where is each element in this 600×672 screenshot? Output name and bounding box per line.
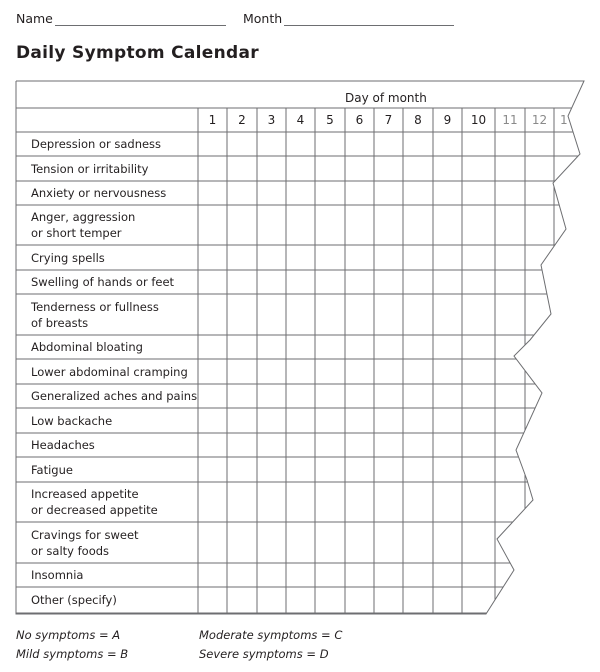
symptom-cell[interactable] bbox=[286, 359, 315, 384]
legend-d: Severe symptoms = D bbox=[199, 647, 329, 661]
symptom-cell[interactable] bbox=[345, 270, 374, 294]
symptom-cell[interactable] bbox=[227, 433, 257, 457]
symptom-label: Insomnia bbox=[31, 568, 84, 582]
symptom-cell[interactable] bbox=[315, 408, 345, 433]
symptom-cell[interactable] bbox=[374, 270, 403, 294]
symptom-cell[interactable] bbox=[462, 270, 495, 294]
symptom-cell[interactable] bbox=[227, 156, 257, 181]
symptom-cell[interactable] bbox=[315, 482, 345, 522]
symptom-cell[interactable] bbox=[315, 522, 345, 563]
symptom-cell[interactable] bbox=[554, 359, 584, 384]
symptom-cell[interactable] bbox=[257, 522, 286, 563]
symptom-cell[interactable] bbox=[374, 482, 403, 522]
symptom-cell[interactable] bbox=[433, 181, 462, 205]
symptom-cell[interactable] bbox=[525, 457, 554, 482]
symptom-cell[interactable] bbox=[345, 205, 374, 245]
symptom-cell[interactable] bbox=[345, 181, 374, 205]
symptom-cell[interactable] bbox=[403, 408, 433, 433]
symptom-cell[interactable] bbox=[374, 433, 403, 457]
symptom-cell[interactable] bbox=[495, 563, 525, 587]
symptom-cell[interactable] bbox=[525, 408, 554, 433]
symptom-cell[interactable] bbox=[198, 359, 227, 384]
symptom-label: Swelling of hands or feet bbox=[31, 275, 175, 289]
symptom-cell[interactable] bbox=[315, 587, 345, 613]
symptom-cell[interactable] bbox=[315, 156, 345, 181]
symptom-cell[interactable] bbox=[433, 359, 462, 384]
symptom-cell[interactable] bbox=[345, 132, 374, 156]
symptom-cell[interactable] bbox=[403, 335, 433, 359]
symptom-cell[interactable] bbox=[403, 384, 433, 408]
symptom-cell[interactable] bbox=[227, 384, 257, 408]
symptom-cell[interactable] bbox=[286, 156, 315, 181]
symptom-cell[interactable] bbox=[525, 270, 554, 294]
day-of-month-header: Day of month bbox=[345, 91, 427, 105]
symptom-cell[interactable] bbox=[554, 205, 584, 245]
symptom-cell[interactable] bbox=[433, 482, 462, 522]
legend-a: No symptoms = A bbox=[16, 628, 121, 642]
legend-c: Moderate symptoms = C bbox=[199, 628, 343, 642]
symptom-cell[interactable] bbox=[495, 482, 525, 522]
symptom-cell[interactable] bbox=[286, 205, 315, 245]
symptom-cell[interactable] bbox=[525, 335, 554, 359]
symptom-cell[interactable] bbox=[227, 457, 257, 482]
symptom-cell[interactable] bbox=[495, 245, 525, 270]
symptom-cell[interactable] bbox=[495, 522, 525, 563]
symptom-cell[interactable] bbox=[227, 587, 257, 613]
symptom-label: Anxiety or nervousness bbox=[31, 186, 167, 200]
symptom-cell[interactable] bbox=[462, 482, 495, 522]
symptom-cell[interactable] bbox=[374, 205, 403, 245]
symptom-cell[interactable] bbox=[403, 359, 433, 384]
symptom-cell[interactable] bbox=[227, 245, 257, 270]
symptom-cell[interactable] bbox=[403, 270, 433, 294]
symptom-cell[interactable] bbox=[525, 433, 554, 457]
symptom-cell[interactable] bbox=[345, 408, 374, 433]
symptom-cell[interactable] bbox=[227, 294, 257, 335]
symptom-cell[interactable] bbox=[257, 482, 286, 522]
symptom-cell[interactable] bbox=[286, 482, 315, 522]
symptom-cell[interactable] bbox=[462, 294, 495, 335]
day-number: 2 bbox=[238, 113, 246, 127]
symptom-cell[interactable] bbox=[374, 457, 403, 482]
symptom-cell[interactable] bbox=[525, 156, 554, 181]
symptom-cell[interactable] bbox=[257, 408, 286, 433]
day-number: 7 bbox=[384, 113, 393, 127]
symptom-cell[interactable] bbox=[198, 335, 227, 359]
symptom-cell[interactable] bbox=[227, 522, 257, 563]
symptom-cell[interactable] bbox=[315, 384, 345, 408]
symptom-cell[interactable] bbox=[257, 132, 286, 156]
symptom-cell[interactable] bbox=[315, 457, 345, 482]
symptom-cell[interactable] bbox=[227, 335, 257, 359]
symptom-cell[interactable] bbox=[554, 563, 584, 587]
symptom-cell[interactable] bbox=[403, 433, 433, 457]
symptom-cell[interactable] bbox=[495, 408, 525, 433]
symptom-cell[interactable] bbox=[286, 335, 315, 359]
symptom-cell[interactable] bbox=[315, 335, 345, 359]
symptom-cell[interactable] bbox=[315, 359, 345, 384]
symptom-cell[interactable] bbox=[433, 522, 462, 563]
symptom-cell[interactable] bbox=[403, 132, 433, 156]
symptom-cell[interactable] bbox=[345, 587, 374, 613]
symptom-cell[interactable] bbox=[495, 181, 525, 205]
day-number: 10 bbox=[470, 113, 487, 127]
symptom-cell[interactable] bbox=[495, 205, 525, 245]
symptom-cell[interactable] bbox=[554, 384, 584, 408]
symptom-cell[interactable] bbox=[345, 245, 374, 270]
symptom-cell[interactable] bbox=[315, 563, 345, 587]
symptom-cell[interactable] bbox=[525, 205, 554, 245]
symptom-cell[interactable] bbox=[315, 132, 345, 156]
symptom-cell[interactable] bbox=[374, 181, 403, 205]
symptom-cell[interactable] bbox=[345, 384, 374, 408]
symptom-cell[interactable] bbox=[286, 132, 315, 156]
symptom-cell[interactable] bbox=[433, 587, 462, 613]
symptom-cell[interactable] bbox=[374, 245, 403, 270]
symptom-cell[interactable] bbox=[257, 181, 286, 205]
symptom-cell[interactable] bbox=[495, 156, 525, 181]
symptom-cell[interactable] bbox=[462, 408, 495, 433]
symptom-cell[interactable] bbox=[554, 270, 584, 294]
symptom-cell[interactable] bbox=[495, 457, 525, 482]
symptom-cell[interactable] bbox=[286, 245, 315, 270]
symptom-cell[interactable] bbox=[345, 522, 374, 563]
symptom-cell[interactable] bbox=[345, 457, 374, 482]
symptom-cell[interactable] bbox=[286, 522, 315, 563]
symptom-cell[interactable] bbox=[525, 294, 554, 335]
symptom-label: Cravings for sweet or salty foods bbox=[31, 527, 139, 558]
symptom-label: Lower abdominal cramping bbox=[31, 364, 188, 379]
day-number: 1 bbox=[560, 113, 568, 127]
symptom-cell[interactable] bbox=[462, 587, 495, 613]
symptom-cell[interactable] bbox=[462, 563, 495, 587]
symptom-cell[interactable] bbox=[403, 181, 433, 205]
symptom-label: Generalized aches and pains bbox=[31, 389, 198, 403]
symptom-cell[interactable] bbox=[198, 156, 227, 181]
day-number: 11 bbox=[502, 113, 518, 127]
symptom-cell[interactable] bbox=[495, 335, 525, 359]
symptom-cell[interactable] bbox=[403, 587, 433, 613]
symptom-cell[interactable] bbox=[495, 359, 525, 384]
symptom-cell[interactable] bbox=[286, 181, 315, 205]
symptom-cell[interactable] bbox=[227, 132, 257, 156]
symptom-cell[interactable] bbox=[198, 181, 227, 205]
month-label: Month bbox=[243, 11, 283, 26]
symptom-cell[interactable] bbox=[345, 482, 374, 522]
symptom-cell[interactable] bbox=[554, 457, 584, 482]
symptom-cell[interactable] bbox=[257, 384, 286, 408]
symptom-cell[interactable] bbox=[286, 587, 315, 613]
symptom-cell[interactable] bbox=[433, 270, 462, 294]
symptom-cell[interactable] bbox=[257, 245, 286, 270]
symptom-cell[interactable] bbox=[374, 294, 403, 335]
symptom-cell[interactable] bbox=[433, 294, 462, 335]
symptom-cell[interactable] bbox=[525, 384, 554, 408]
symptom-cell[interactable] bbox=[286, 294, 315, 335]
symptom-cell[interactable] bbox=[495, 294, 525, 335]
symptom-cell[interactable] bbox=[286, 408, 315, 433]
symptom-cell[interactable] bbox=[374, 563, 403, 587]
symptom-cell[interactable] bbox=[198, 433, 227, 457]
symptom-cell[interactable] bbox=[433, 563, 462, 587]
symptom-cell[interactable] bbox=[554, 522, 584, 563]
symptom-cell[interactable] bbox=[257, 359, 286, 384]
symptom-cell[interactable] bbox=[374, 522, 403, 563]
symptom-cell[interactable] bbox=[403, 156, 433, 181]
symptom-cell[interactable] bbox=[315, 205, 345, 245]
symptom-cell[interactable] bbox=[525, 563, 554, 587]
symptom-cell[interactable] bbox=[374, 132, 403, 156]
symptom-label: Increased appetite or decreased appetite bbox=[31, 487, 158, 517]
symptom-cell[interactable] bbox=[495, 587, 525, 613]
symptom-label: Low backache bbox=[31, 413, 113, 428]
symptom-cell[interactable] bbox=[257, 205, 286, 245]
symptom-cell[interactable] bbox=[198, 205, 227, 245]
symptom-cell[interactable] bbox=[345, 294, 374, 335]
symptom-cell[interactable] bbox=[227, 563, 257, 587]
symptom-cell[interactable] bbox=[525, 482, 554, 522]
symptom-cell[interactable] bbox=[554, 294, 584, 335]
symptom-label: Fatigue bbox=[31, 462, 73, 477]
symptom-cell[interactable] bbox=[495, 384, 525, 408]
day-number: 3 bbox=[267, 113, 276, 127]
symptom-cell[interactable] bbox=[433, 384, 462, 408]
symptom-cell[interactable] bbox=[198, 563, 227, 587]
symptom-cell[interactable] bbox=[198, 294, 227, 335]
symptom-cell[interactable] bbox=[286, 457, 315, 482]
symptom-cell[interactable] bbox=[257, 294, 286, 335]
symptom-cell[interactable] bbox=[257, 563, 286, 587]
symptom-cell[interactable] bbox=[257, 433, 286, 457]
symptom-cell[interactable] bbox=[198, 587, 227, 613]
symptom-cell[interactable] bbox=[433, 205, 462, 245]
symptom-cell[interactable] bbox=[345, 335, 374, 359]
symptom-cell[interactable] bbox=[345, 433, 374, 457]
legend-b: Mild symptoms = B bbox=[16, 647, 129, 661]
symptom-cell[interactable] bbox=[525, 522, 554, 563]
symptom-cell[interactable] bbox=[495, 132, 525, 156]
symptom-label: Other (specify) bbox=[31, 593, 117, 607]
symptom-cell[interactable] bbox=[462, 181, 495, 205]
symptom-cell[interactable] bbox=[462, 335, 495, 359]
symptom-cell[interactable] bbox=[198, 457, 227, 482]
symptom-cell[interactable] bbox=[286, 433, 315, 457]
day-number: 1 bbox=[208, 113, 217, 127]
name-label: Name bbox=[16, 11, 53, 26]
symptom-cell[interactable] bbox=[227, 408, 257, 433]
symptom-cell[interactable] bbox=[554, 482, 584, 522]
symptom-cell[interactable] bbox=[433, 156, 462, 181]
symptom-cell[interactable] bbox=[198, 482, 227, 522]
symptom-cell[interactable] bbox=[554, 433, 584, 457]
symptom-cell[interactable] bbox=[554, 335, 584, 359]
day-number: 5 bbox=[326, 113, 334, 127]
symptom-cell[interactable] bbox=[257, 156, 286, 181]
symptom-cell[interactable] bbox=[257, 335, 286, 359]
symptom-cell[interactable] bbox=[525, 359, 554, 384]
symptom-cell[interactable] bbox=[345, 563, 374, 587]
symptom-label: Abdominal bloating bbox=[31, 340, 143, 354]
symptom-cell[interactable] bbox=[227, 181, 257, 205]
symptom-label: Tenderness or fullness of breasts bbox=[31, 299, 159, 330]
symptom-cell[interactable] bbox=[462, 457, 495, 482]
symptom-cell[interactable] bbox=[433, 457, 462, 482]
symptom-cell[interactable] bbox=[257, 457, 286, 482]
symptom-cell[interactable] bbox=[433, 408, 462, 433]
symptom-cell[interactable] bbox=[433, 433, 462, 457]
symptom-cell[interactable] bbox=[403, 522, 433, 563]
symptom-cell[interactable] bbox=[315, 181, 345, 205]
symptom-cell[interactable] bbox=[462, 245, 495, 270]
symptom-cell[interactable] bbox=[554, 245, 584, 270]
symptom-cell[interactable] bbox=[374, 408, 403, 433]
day-number: 8 bbox=[414, 113, 422, 127]
symptom-cell[interactable] bbox=[554, 587, 584, 613]
symptom-cell[interactable] bbox=[525, 132, 554, 156]
symptom-cell[interactable] bbox=[525, 587, 554, 613]
symptom-cell[interactable] bbox=[374, 359, 403, 384]
symptom-cell[interactable] bbox=[286, 563, 315, 587]
symptom-cell[interactable] bbox=[198, 132, 227, 156]
symptom-cell[interactable] bbox=[257, 587, 286, 613]
symptom-cell[interactable] bbox=[462, 132, 495, 156]
symptom-cell[interactable] bbox=[403, 563, 433, 587]
page-title: Daily Symptom Calendar bbox=[16, 43, 259, 63]
symptom-cell[interactable] bbox=[345, 359, 374, 384]
day-number: 9 bbox=[443, 113, 452, 127]
symptom-cell[interactable] bbox=[257, 270, 286, 294]
symptom-cell[interactable] bbox=[345, 156, 374, 181]
symptom-cell[interactable] bbox=[433, 245, 462, 270]
symptom-cell[interactable] bbox=[462, 384, 495, 408]
symptom-cell[interactable] bbox=[198, 245, 227, 270]
symptom-cell[interactable] bbox=[374, 384, 403, 408]
symptom-label: Headaches bbox=[31, 438, 95, 452]
symptom-cell[interactable] bbox=[433, 132, 462, 156]
symptom-cell[interactable] bbox=[403, 245, 433, 270]
day-number: 12 bbox=[531, 113, 548, 127]
symptom-cell[interactable] bbox=[315, 433, 345, 457]
symptom-cell[interactable] bbox=[433, 335, 462, 359]
symptom-cell[interactable] bbox=[198, 522, 227, 563]
day-number: 4 bbox=[296, 113, 305, 127]
symptom-cell[interactable] bbox=[286, 384, 315, 408]
symptom-label: Anger, aggression or short temper bbox=[31, 210, 136, 240]
symptom-cell[interactable] bbox=[462, 433, 495, 457]
symptom-cell[interactable] bbox=[495, 433, 525, 457]
symptom-cell[interactable] bbox=[227, 359, 257, 384]
symptom-cell[interactable] bbox=[495, 270, 525, 294]
symptom-cell[interactable] bbox=[374, 587, 403, 613]
symptom-cell[interactable] bbox=[286, 270, 315, 294]
symptom-cell[interactable] bbox=[403, 294, 433, 335]
symptom-cell[interactable] bbox=[462, 156, 495, 181]
symptom-cell[interactable] bbox=[403, 457, 433, 482]
symptom-cell[interactable] bbox=[315, 270, 345, 294]
symptom-cell[interactable] bbox=[554, 156, 584, 181]
symptom-cell[interactable] bbox=[525, 245, 554, 270]
symptom-label: Crying spells bbox=[31, 250, 105, 265]
symptom-label: Tension or irritability bbox=[31, 161, 149, 176]
symptom-cell[interactable] bbox=[374, 156, 403, 181]
symptom-cell[interactable] bbox=[198, 408, 227, 433]
symptom-cell[interactable] bbox=[374, 335, 403, 359]
symptom-cell[interactable] bbox=[554, 181, 584, 205]
symptom-cell[interactable] bbox=[227, 270, 257, 294]
symptom-cell[interactable] bbox=[462, 205, 495, 245]
symptom-cell[interactable] bbox=[554, 132, 584, 156]
symptom-cell[interactable] bbox=[227, 205, 257, 245]
symptom-cell[interactable] bbox=[462, 522, 495, 563]
symptom-cell[interactable] bbox=[198, 384, 227, 408]
symptom-cell[interactable] bbox=[525, 181, 554, 205]
symptom-cell[interactable] bbox=[315, 294, 345, 335]
symptom-cell[interactable] bbox=[198, 270, 227, 294]
symptom-cell[interactable] bbox=[554, 408, 584, 433]
day-number: 6 bbox=[355, 113, 364, 127]
symptom-cell[interactable] bbox=[462, 359, 495, 384]
symptom-cell[interactable] bbox=[403, 205, 433, 245]
symptom-cell[interactable] bbox=[403, 482, 433, 522]
symptom-cell[interactable] bbox=[315, 245, 345, 270]
symptom-cell[interactable] bbox=[227, 482, 257, 522]
symptom-label: Depression or sadness bbox=[31, 137, 162, 151]
